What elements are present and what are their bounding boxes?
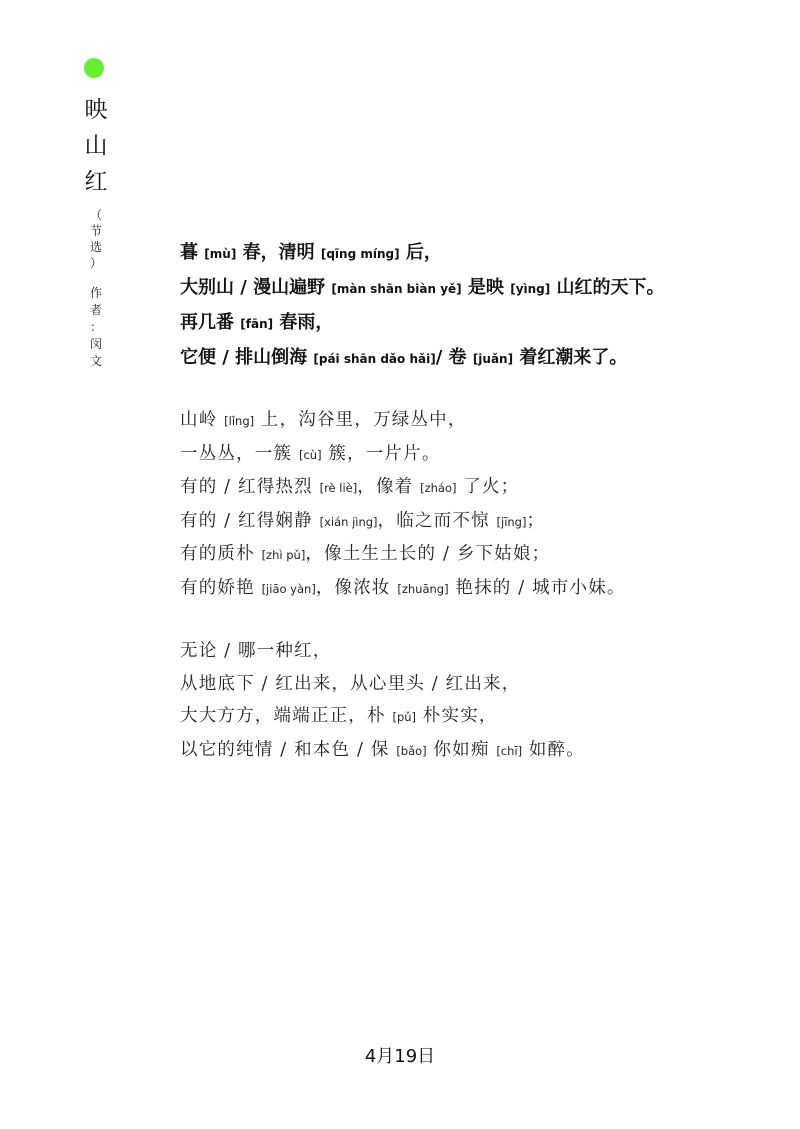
pinyin-annotation: [jiāo yàn]	[261, 581, 316, 596]
poem-text: 大大方方，端端正正，朴	[180, 706, 393, 726]
poem-text: 着红潮来了。	[513, 347, 628, 368]
poem-line	[180, 668, 585, 701]
poem-text: 后，	[399, 242, 442, 263]
poem-text: 大别山 / 漫山遍野	[180, 277, 332, 298]
vertical-subtitle	[86, 207, 106, 271]
pinyin-annotation: [bǎo]	[396, 743, 427, 758]
pinyin-annotation: [jīng]	[496, 514, 527, 529]
pinyin-annotation: [màn shān biàn yě]	[331, 282, 462, 296]
poem-text: 以它的纯情 / 和本色 / 保	[180, 739, 397, 760]
title-char: 映	[84, 97, 108, 123]
poem-text: 了火；	[456, 477, 520, 497]
poem-line	[180, 505, 626, 539]
poem-text: 有的质朴	[180, 544, 262, 564]
poem-line	[180, 700, 585, 734]
poem-line	[180, 538, 626, 572]
subtitle-char: （	[89, 208, 102, 222]
poem-line	[180, 306, 665, 341]
pinyin-annotation: [yìng]	[510, 282, 551, 296]
stanza-2	[180, 404, 626, 605]
poem-text: 有的 / 红得娴静	[180, 510, 320, 531]
vertical-title	[82, 92, 110, 200]
poem-text: 有的 / 红得热烈	[180, 477, 320, 497]
poem-text: 春，清明	[236, 242, 321, 263]
pinyin-annotation: [pǔ]	[392, 710, 417, 724]
poem-text: 山红的天下。	[550, 277, 665, 298]
pinyin-annotation: [zhì pǔ]	[261, 548, 306, 562]
poem-text: 朴实实，	[416, 706, 498, 726]
pinyin-annotation: [pái shān dǎo hǎi]	[313, 352, 436, 366]
status-dot	[84, 58, 104, 78]
author-char: 文	[89, 354, 102, 368]
subtitle-char: 节	[89, 224, 102, 238]
subtitle-char: ）	[89, 256, 102, 270]
pinyin-annotation: [juǎn]	[472, 352, 514, 366]
poem-text: ，像浓妆	[315, 577, 398, 598]
poem-text: 一丛丛，一簇	[180, 443, 299, 464]
pinyin-annotation: [zháo]	[420, 481, 457, 495]
date-footer: 4月19日	[364, 1046, 436, 1067]
poem-text: 从地底下 / 红出来，从心里头 / 红出来，	[180, 673, 521, 694]
poem-text: 有的娇艳	[180, 577, 262, 598]
author-char: 闵	[89, 337, 102, 351]
poem-line	[180, 271, 665, 306]
stanza-3	[180, 635, 585, 767]
pinyin-annotation: [lǐng]	[224, 414, 255, 428]
pinyin-annotation: [zhuāng]	[397, 581, 449, 596]
pinyin-annotation: [mù]	[204, 247, 237, 261]
poem-line	[180, 341, 665, 376]
poem-text: 如醉。	[522, 739, 585, 760]
poem-text: 山岭	[180, 410, 225, 430]
pinyin-annotation: [xián jìng]	[319, 514, 378, 529]
pinyin-annotation: [fān]	[240, 317, 274, 331]
poem-text: 艳抹的 / 城市小妹。	[448, 577, 626, 598]
poem-text: 它便 / 排山倒海	[180, 347, 314, 368]
pinyin-annotation: [cù]	[298, 447, 322, 462]
pinyin-annotation: [chī]	[496, 743, 523, 758]
pinyin-annotation: [rè liè]	[319, 481, 358, 495]
poem-text: 春雨，	[273, 312, 334, 333]
vertical-author	[86, 285, 106, 370]
poem-text: 是映	[461, 277, 511, 298]
poem-line	[180, 404, 626, 438]
poem-text: ；	[526, 510, 546, 531]
poem-line	[180, 734, 585, 768]
poem-line	[180, 471, 626, 505]
poem-text: 簇，一片片。	[321, 443, 441, 464]
pinyin-annotation: [qīng míng]	[320, 247, 400, 261]
author-char: 作	[89, 286, 102, 300]
subtitle-char: 选	[89, 240, 102, 254]
poem-text: 暮	[180, 242, 205, 263]
poem-line	[180, 572, 626, 606]
poem-line	[180, 635, 585, 668]
poem-text: 你如痴	[426, 739, 497, 760]
author-char: 者	[89, 303, 102, 317]
poem-text: 无论 / 哪一种红，	[180, 641, 332, 661]
poem-line	[180, 236, 665, 271]
author-char: ：	[89, 320, 102, 334]
poem-text: ，像土生土长的 / 乡下姑娘；	[305, 544, 551, 564]
stanza-1	[180, 236, 665, 376]
poem-text: 再几番	[180, 312, 241, 333]
title-char: 红	[84, 169, 108, 195]
poem-text: ，临之而不惊	[377, 510, 497, 531]
poem-line	[180, 438, 626, 472]
poem-text: / 卷	[435, 347, 473, 368]
poem-text: 上，沟谷里，万绿丛中，	[254, 410, 467, 430]
title-char: 山	[84, 133, 108, 159]
poem-text: ，像着	[357, 477, 421, 497]
